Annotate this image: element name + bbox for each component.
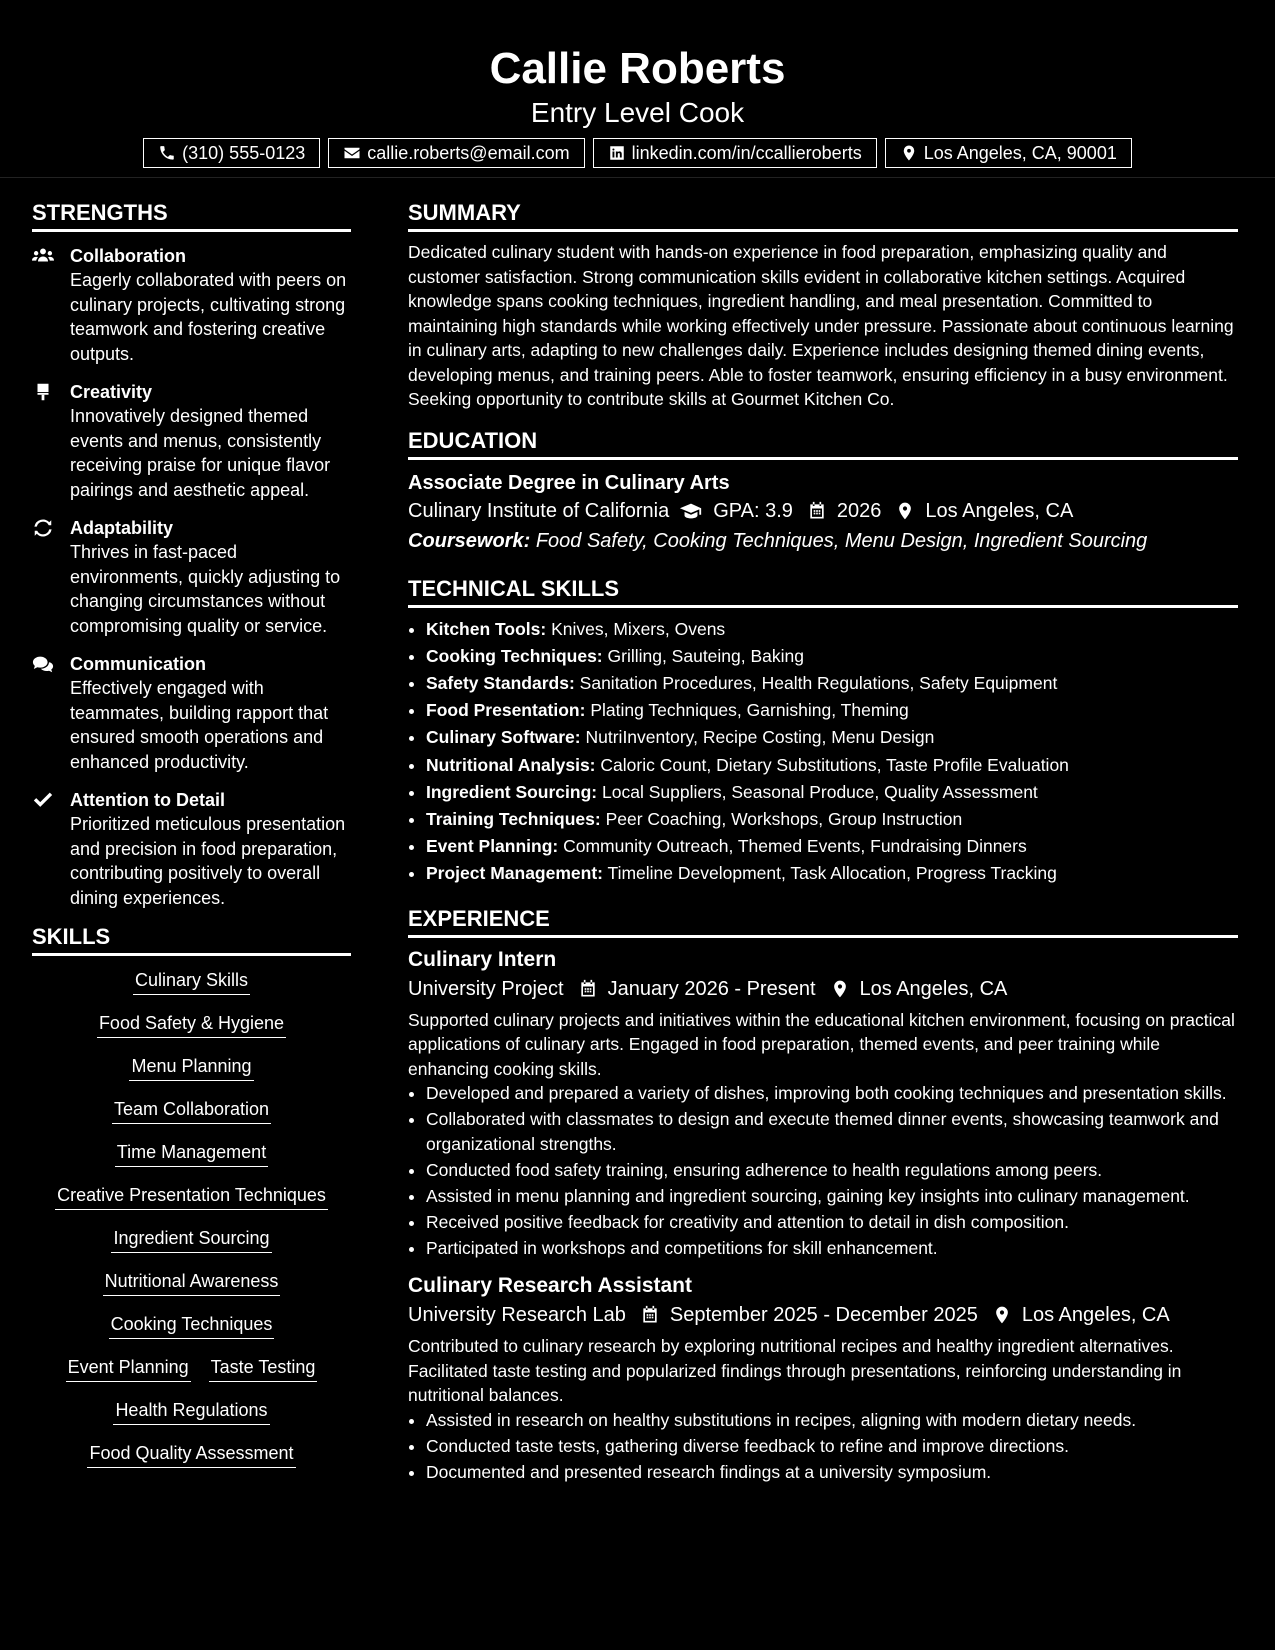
skill-value: Sanitation Procedures, Health Regulations, Safety Equipment	[579, 672, 1058, 693]
job-dates: September 2025 - December 2025	[669, 1304, 978, 1327]
strengths-heading: STRENGTHS	[32, 200, 351, 232]
contact-text: callie.roberts@email.com	[367, 143, 570, 163]
list-item	[426, 752, 1238, 779]
coursework-label: Coursework:	[408, 529, 531, 552]
map-pin-icon	[895, 501, 915, 521]
job-title: Culinary Intern	[408, 947, 557, 971]
job-bullets	[408, 1408, 1238, 1485]
skill-tag: Food Quality Assessment	[87, 1441, 295, 1468]
skill-tag: Nutritional Awareness	[103, 1269, 281, 1296]
skill-value: Community Outreach, Themed Events, Fundraising Dinners	[563, 836, 1027, 857]
check-icon	[32, 790, 54, 810]
strength-name: Creativity	[70, 382, 153, 402]
strength-item	[32, 652, 351, 774]
list-item: • Received positive feedback for creativity and attention to detail in dish composition.	[426, 1210, 1238, 1235]
paint-brush-icon	[32, 382, 54, 402]
skill-label: Training Techniques:	[426, 808, 601, 829]
resume-body	[0, 178, 1275, 1496]
education-meta	[408, 496, 1238, 526]
education-heading: EDUCATION	[408, 428, 1238, 460]
map-pin-icon	[830, 979, 850, 999]
skill-tag: Ingredient Sourcing	[111, 1226, 271, 1253]
technical-skills-list	[408, 616, 1238, 888]
list-item	[426, 833, 1238, 860]
skill-value: Local Suppliers, Seasonal Produce, Quality Assessment	[602, 781, 1038, 802]
contact-location[interactable]	[885, 138, 1132, 168]
job-org: University Research Lab	[408, 1304, 626, 1327]
skill-tag: Team Collaboration	[112, 1097, 271, 1124]
skill-value: Knives, Mixers, Ovens	[551, 618, 726, 639]
school-location: Los Angeles, CA	[925, 499, 1074, 522]
job-dates: January 2026 - Present	[607, 977, 816, 1000]
skill-value: Caloric Count, Dietary Substitutions, Taste Profile Evaluation	[600, 754, 1069, 775]
skill-tag: Creative Presentation Techniques	[55, 1183, 328, 1210]
experience-heading: EXPERIENCE	[408, 906, 1238, 938]
calendar-icon	[640, 1305, 660, 1325]
gpa: GPA: 3.9	[713, 499, 793, 522]
skill-tag: Culinary Skills	[133, 968, 250, 995]
calendar-icon	[578, 979, 598, 999]
strength-name: Communication	[70, 654, 207, 674]
strength-desc: Eagerly collaborated with peers on culinary projects, cultivating strong teamwork and fostering creative outputs.	[70, 270, 347, 364]
strength-item	[32, 380, 351, 502]
skill-label: Food Presentation:	[426, 700, 586, 721]
skill-value: Plating Techniques, Garnishing, Theming	[590, 700, 909, 721]
list-item	[426, 724, 1238, 751]
skill-tag: Menu Planning	[129, 1054, 253, 1081]
skill-value: Grilling, Sauteing, Baking	[607, 645, 804, 666]
list-item	[426, 806, 1238, 833]
coursework-list: Food Safety, Cooking Techniques, Menu Design, Ingredient Sourcing	[535, 529, 1148, 552]
refresh-icon	[32, 518, 54, 538]
summary-heading: SUMMARY	[408, 200, 1238, 232]
skill-label: Cooking Techniques:	[426, 645, 603, 666]
skills-list	[32, 968, 351, 1468]
skills-heading: SKILLS	[32, 924, 351, 956]
skill-value: NutriInventory, Recipe Costing, Menu Design	[585, 727, 935, 748]
strength-name: Attention to Detail	[70, 790, 225, 810]
strength-desc: Prioritized meticulous presentation and precision in food preparation, contributing positively to overall dining experiences.	[70, 814, 346, 908]
list-item: • Conducted food safety training, ensuring adherence to health regulations among peers.	[426, 1158, 1238, 1183]
contact-linkedin[interactable]	[593, 138, 877, 168]
job-location: Los Angeles, CA	[859, 977, 1008, 1000]
skill-label: Project Management:	[426, 863, 603, 884]
map-pin-icon	[900, 144, 918, 162]
skill-label: Nutritional Analysis:	[426, 754, 596, 775]
left-column	[32, 200, 351, 1496]
list-item: • Collaborated with classmates to design and execute themed dinner events, showcasing teamwork and organizational strengths.	[426, 1107, 1238, 1156]
right-column	[408, 200, 1238, 1496]
job-location: Los Angeles, CA	[1021, 1304, 1170, 1327]
comments-icon	[32, 654, 54, 674]
list-item: • Conducted taste tests, gathering diverse feedback to refine and improve directions.	[426, 1434, 1238, 1459]
calendar-icon	[807, 501, 827, 521]
contact-email[interactable]	[328, 138, 584, 168]
phone-icon	[158, 144, 176, 162]
candidate-title: Entry Level Cook	[530, 97, 745, 128]
strength-desc: Innovatively designed themed events and menus, consistently receiving praise for unique flavor pairings and aesthetic appeal.	[70, 406, 331, 500]
job-meta	[408, 1300, 1238, 1330]
job-bullets	[408, 1081, 1238, 1260]
graduation-year: 2026	[836, 499, 882, 522]
summary-text: Dedicated culinary student with hands-on experience in food preparation, emphasizing quality and customer satisfaction. Strong communication skills evident in collaborative kitchen settings. Acquired knowledge spans cooking techniques, ingredient handling, and meal presentation. Committed to maintaining high standards while working effectively under pressure. Passionate about continuous learning in culinary arts, adapting to new challenges daily. Experience includes designing themed dining events, developing menus, and training peers. Able to foster teamwork, ensuring efficiency in a busy environment. Seeking opportunity to contribute skills at Gourmet Kitchen Co.	[408, 242, 1234, 409]
linkedin-icon	[608, 144, 626, 162]
skill-tag: Event Planning	[66, 1355, 191, 1382]
job-entry	[408, 1272, 1238, 1484]
contact-text: Los Angeles, CA, 90001	[923, 143, 1117, 163]
strength-item	[32, 244, 351, 366]
skill-value: Peer Coaching, Workshops, Group Instruction	[605, 808, 963, 829]
job-description: Contributed to culinary research by exploring nutritional recipes and healthy ingredient alternatives. Facilitated taste testing and popularized findings through presentations, reinforcing understanding in nutritional balances.	[408, 1336, 1182, 1406]
skill-label: Kitchen Tools:	[426, 618, 547, 639]
contact-bar	[0, 138, 1275, 168]
list-item	[426, 616, 1238, 643]
resume-header	[0, 0, 1275, 178]
skill-tag: Health Regulations	[113, 1398, 269, 1425]
list-item	[426, 860, 1238, 887]
users-icon	[32, 246, 54, 266]
skill-value: Timeline Development, Task Allocation, Progress Tracking	[607, 863, 1057, 884]
contact-text: linkedin.com/in/ccallieroberts	[631, 143, 862, 163]
strength-desc: Effectively engaged with teammates, building rapport that ensured smooth operations and enhanced productivity.	[70, 678, 329, 772]
skill-label: Ingredient Sourcing:	[426, 781, 598, 802]
list-item: • Developed and prepared a variety of dishes, improving both cooking techniques and presentation skills.	[426, 1081, 1238, 1106]
list-item	[426, 670, 1238, 697]
school-name: Culinary Institute of California	[408, 499, 670, 522]
strength-item	[32, 788, 351, 910]
job-description: Supported culinary projects and initiatives within the educational kitchen environment, focusing on practical applications of culinary arts. Engaged in food preparation, themed events, and peer training while enhancing cooking skills.	[408, 1009, 1235, 1079]
skill-tag: Food Safety & Hygiene	[97, 1011, 286, 1038]
list-item: • Assisted in menu planning and ingredient sourcing, gaining key insights into culinary management.	[426, 1184, 1238, 1209]
list-item	[426, 697, 1238, 724]
skill-label: Culinary Software:	[426, 727, 581, 748]
technical-skills-heading: TECHNICAL SKILLS	[408, 576, 1238, 608]
skill-label: Event Planning:	[426, 836, 559, 857]
contact-phone[interactable]	[143, 138, 320, 168]
coursework	[408, 526, 1238, 556]
envelope-icon	[343, 144, 361, 162]
map-pin-icon	[992, 1305, 1012, 1325]
job-org: University Project	[408, 977, 564, 1000]
list-item	[426, 643, 1238, 670]
list-item	[426, 779, 1238, 806]
contact-text: (310) 555-0123	[182, 143, 306, 163]
job-entry	[408, 946, 1238, 1261]
degree-name: Associate Degree in Culinary Arts	[408, 471, 730, 494]
list-item: • Assisted in research on healthy substitutions in recipes, aligning with modern dietary needs.	[426, 1408, 1238, 1433]
list-item: • Documented and presented research findings at a university symposium.	[426, 1460, 1238, 1485]
candidate-name: Callie Roberts	[489, 44, 786, 93]
graduation-cap-icon	[679, 501, 703, 521]
skill-tag: Taste Testing	[209, 1355, 318, 1382]
strength-name: Collaboration	[70, 246, 186, 266]
strength-name: Adaptability	[70, 518, 174, 538]
list-item: • Participated in workshops and competitions for skill enhancement.	[426, 1236, 1238, 1261]
job-title: Culinary Research Assistant	[408, 1274, 693, 1298]
skill-tag: Cooking Techniques	[109, 1312, 275, 1339]
job-meta	[408, 974, 1238, 1004]
strength-desc: Thrives in fast-paced environments, quickly adjusting to changing circumstances without compromising quality or service.	[70, 542, 341, 636]
skill-tag: Time Management	[115, 1140, 268, 1167]
skill-label: Safety Standards:	[426, 672, 575, 693]
strength-item	[32, 516, 351, 638]
